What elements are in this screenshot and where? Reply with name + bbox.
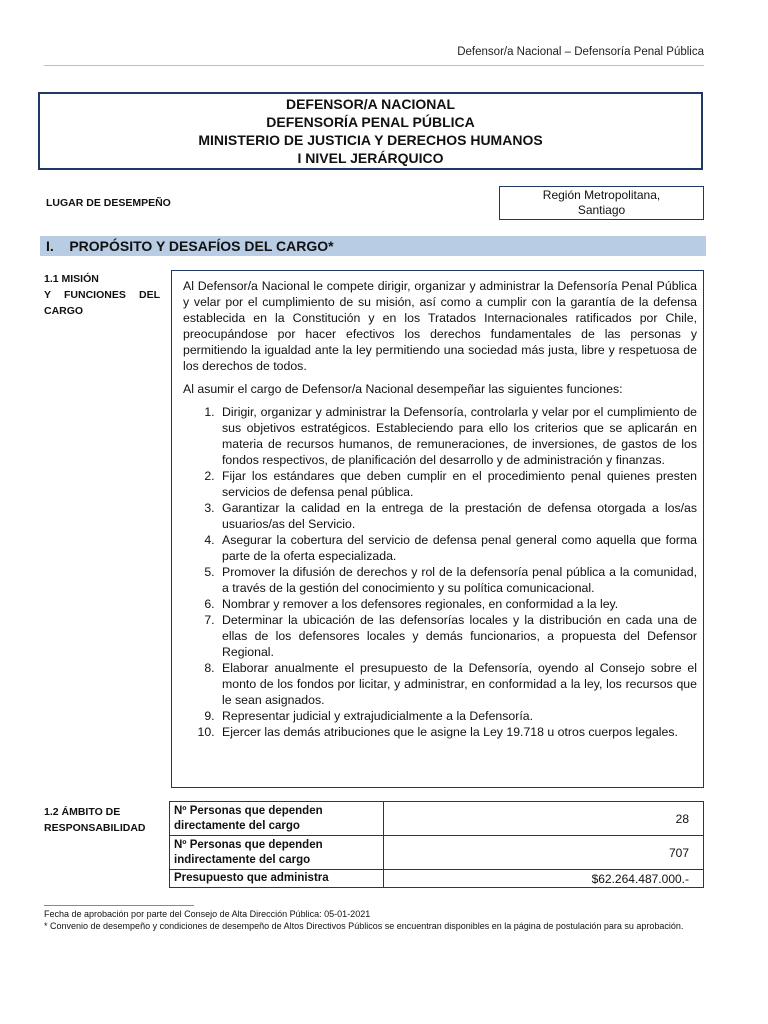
function-item: 4. Asegurar la cobertura del servicio de defensa penal general como aquella que forma parte de la oferta especializada.	[218, 532, 697, 564]
lugar-value-line-2: Santiago	[577, 203, 626, 217]
mision-intro: Al Defensor/a Nacional le compete dirigir, organizar y administrar la Defensoría Penal Pública y velar por el cumplimiento de su misión, así como a cumplir con la garantía de la defensa establecida en la Constitución y en los Tratados Internacionales ratificados por Chile, preocupándose por hacer efectivos los derechos fundamentales de las personas y permitiendo la igualdad ante la ley permitiendo una sociedad más justa, libre y respetuosa de los derechos de todos.	[183, 279, 697, 373]
mision-content-box	[171, 270, 704, 788]
table-row	[170, 802, 704, 836]
footnotes	[44, 908, 706, 932]
function-item: 5. Promover la difusión de derechos y rol de la defensoría penal pública a la comunidad, a través de la gestión del conocimiento y su política comunicacional.	[218, 564, 697, 596]
row-label: Presupuesto que administra	[170, 870, 384, 888]
title-line-2: DEFENSORÍA PENAL PÚBLICA	[266, 114, 475, 130]
title-block	[38, 92, 703, 170]
row-value: 28	[384, 802, 704, 836]
title-line-1: DEFENSOR/A NACIONAL	[285, 96, 456, 112]
function-item: 2. Fijar los estándares que deben cumplir en el procedimiento penal quienes presten servicios de defensa penal pública.	[218, 468, 697, 500]
responsabilidad-label-line-1: 1.2 ÁMBITO DE	[44, 806, 121, 818]
functions-intro: Al asumir el cargo de Defensor/a Nacional desempeñar las siguientes funciones:	[183, 382, 623, 396]
mision-label-line-2: Y FUNCIONES DEL	[44, 289, 160, 301]
title-line-3: MINISTERIO DE JUSTICIA Y DERECHOS HUMANOS	[198, 132, 543, 148]
function-item: 10. Ejercer las demás atribuciones que le asigne la Ley 19.718 u otros cuerpos legales.	[218, 724, 697, 740]
title-line-4: I NIVEL JERÁRQUICO	[297, 150, 444, 166]
lugar-label: LUGAR DE DESEMPEÑO	[46, 197, 171, 209]
running-title: Defensor/a Nacional – Defensoría Penal Pública	[457, 46, 704, 58]
responsabilidad-table	[169, 801, 704, 888]
function-item: 7. Determinar la ubicación de las defensorías locales y la distribución en cada una de ellas de los defensores locales y demás funcionarios, a propuesta del Defensor Regional.	[218, 612, 697, 660]
mision-label-line-1: 1.1 MISIÓN	[44, 273, 99, 285]
convenio-note: * Convenio de desempeño y condiciones de desempeño de Altos Directivos Públicos se encuentran disponibles en la página de postulación para su aprobación.	[44, 921, 684, 931]
table-row	[170, 870, 704, 888]
lugar-value-box	[499, 186, 704, 220]
responsabilidad-label-line-2: RESPONSABILIDAD	[44, 822, 146, 834]
approval-note: Fecha de aprobación por parte del Consejo de Alta Dirección Pública: 05-01-2021	[44, 909, 371, 919]
mision-label-line-3: CARGO	[44, 305, 84, 317]
responsabilidad-label	[44, 804, 164, 836]
footnote-divider	[44, 905, 194, 906]
function-item: 1. Dirigir, organizar y administrar la Defensoría, controlarla y velar por el cumplimiento de sus objetivos estratégicos. Estableciendo para ello los criterios que se aplicarán en materia de recursos humanos, de remuneraciones, de inversiones, de gastos de los fondos respectivos, de planificación del desarrollo y de administración y finanzas.	[218, 404, 697, 468]
table-row	[170, 836, 704, 870]
section-heading	[40, 236, 706, 256]
functions-list	[183, 404, 697, 740]
function-item: 6. Nombrar y remover a los defensores regionales, en conformidad a la ley.	[218, 596, 697, 612]
row-value: $62.264.487.000.-	[384, 870, 704, 888]
row-value: 707	[384, 836, 704, 870]
lugar-value-line-1: Región Metropolitana,	[542, 188, 661, 202]
row-label: Nº Personas que dependen indirectamente del cargo	[170, 836, 384, 870]
function-item: 3. Garantizar la calidad en la entrega de la prestación de defensa otorgada a los/as usuarios/as del Servicio.	[218, 500, 697, 532]
section-title: I. PROPÓSITO Y DESAFÍOS DEL CARGO*	[46, 238, 334, 254]
running-header	[44, 46, 704, 66]
function-item: 8. Elaborar anualmente el presupuesto de la Defensoría, oyendo al Consejo sobre el monto de los fondos por licitar, y administrar, en conformidad a la ley, los recursos que le sean asignados.	[218, 660, 697, 708]
mision-label	[44, 271, 160, 319]
function-item: 9. Representar judicial y extrajudicialmente a la Defensoría.	[218, 708, 697, 724]
row-label: Nº Personas que dependen directamente del cargo	[170, 802, 384, 836]
